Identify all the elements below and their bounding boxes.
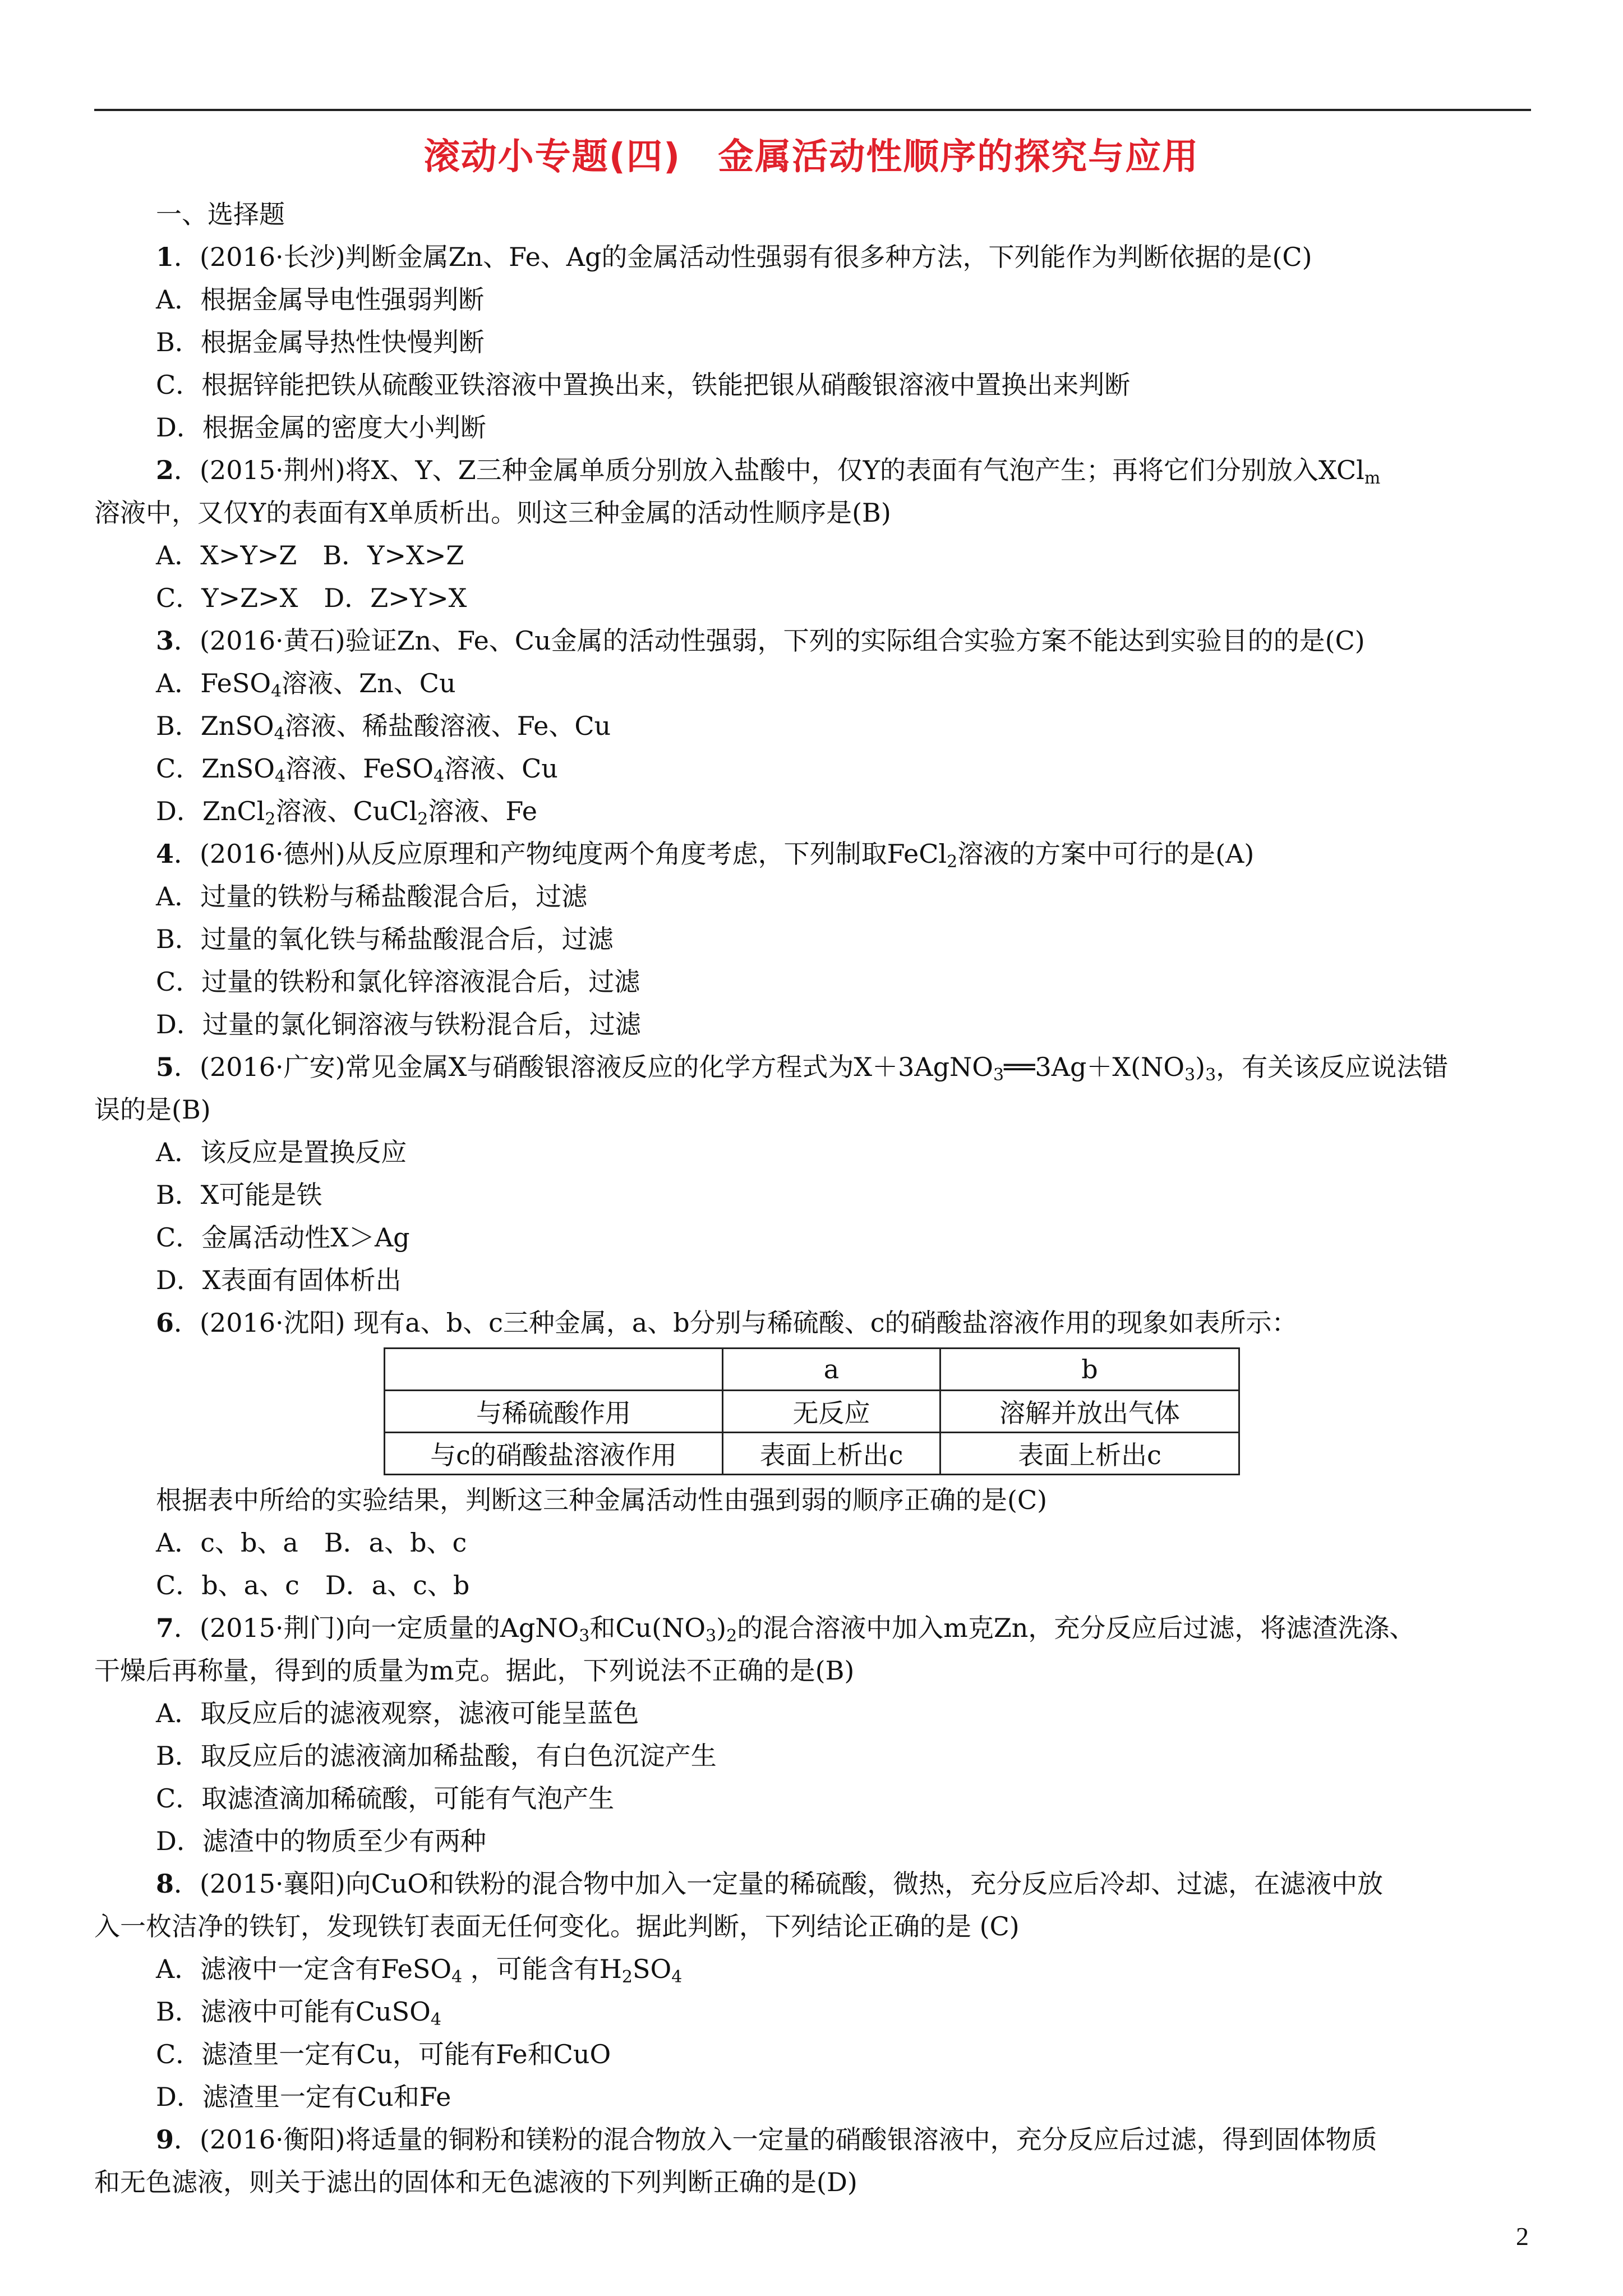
question-number: 6 <box>156 1308 174 1338</box>
question-number: 3 <box>156 625 174 656</box>
page-number: 2 <box>1516 2222 1529 2251</box>
question-number: 8 <box>156 1869 174 1899</box>
option-text: 溶液、Zn、Cu <box>282 668 456 698</box>
subscript: 4 <box>451 1967 463 1987</box>
subscript: 3 <box>1205 1065 1216 1085</box>
question-text: ) <box>716 1613 727 1643</box>
question-text: 的混合溶液中加入m克Zn，充分反应后过滤，将滤渣洗涤、 <box>737 1613 1415 1643</box>
table-header-row <box>385 1349 1239 1391</box>
table-header-cell <box>385 1349 723 1391</box>
question-4-option-d: D．过量的氯化铜溶液与铁粉混合后，过滤 <box>156 1009 641 1039</box>
question-2-stem-cont: 溶液中，又仅Y的表面有X单质析出。则这三种金属的活动性顺序是(B) <box>94 498 891 528</box>
table-cell: 表面上析出c <box>723 1433 940 1475</box>
document-body <box>94 193 1531 2203</box>
question-3-option-c <box>94 747 1531 790</box>
question-7-stem <box>94 1607 1531 1649</box>
question-5-option-d: D．X表面有固体析出 <box>156 1265 402 1295</box>
question-5-option-c: C．金属活动性X＞Ag <box>156 1222 410 1253</box>
question-text: 溶液的方案中可行的是(A) <box>957 839 1255 869</box>
option-text: SO <box>633 1954 672 1984</box>
section-heading: 一、选择题 <box>156 199 285 229</box>
subscript: m <box>1364 468 1381 488</box>
subscript: 4 <box>430 2010 441 2030</box>
question-5-stem <box>94 1046 1531 1088</box>
question-7-option-d: D．滤渣中的物质至少有两种 <box>156 1826 486 1856</box>
question-text: ．(2016·黄石)验证Zn、Fe、Cu金属的活动性强弱，下列的实际组合实验方案不能达到实验目的的是(C) <box>174 625 1365 656</box>
option-text: B．滤液中可能有CuSO <box>156 1996 431 2027</box>
question-5-option-b: B．X可能是铁 <box>156 1180 322 1210</box>
question-7-stem-cont: 干燥后再称量，得到的质量为m克。据此，下列说法不正确的是(B) <box>94 1655 855 1686</box>
question-8-option-b <box>94 1990 1531 2033</box>
question-3-option-a <box>94 662 1531 705</box>
question-number: 5 <box>156 1052 174 1082</box>
question-number: 4 <box>156 839 174 869</box>
subscript: 2 <box>947 852 958 872</box>
question-6-after-table: 根据表中所给的实验结果，判断这三种金属活动性由强到弱的顺序正确的是(C) <box>156 1485 1048 1515</box>
question-5-option-a: A．该反应是置换反应 <box>156 1137 407 1167</box>
question-1-option-a: A．根据金属导电性强弱判断 <box>156 284 485 315</box>
option-text: A．滤液中一定含有FeSO <box>156 1954 452 1984</box>
option-text: A．FeSO <box>156 668 271 698</box>
question-1-option-c: C．根据锌能把铁从硫酸亚铁溶液中置换出来，铁能把银从硝酸银溶液中置换出来判断 <box>156 370 1131 400</box>
table-cell: 表面上析出c <box>940 1433 1239 1475</box>
page-title: 滚动小专题(四) 金属活动性顺序的探究与应用 <box>423 136 1200 178</box>
question-text: ．(2016·沈阳) 现有a、b、c三种金属，a、b分别与稀硫酸、c的硝酸盐溶液作用的现象如表所示： <box>174 1308 1298 1338</box>
question-9-stem <box>94 2118 1531 2161</box>
question-9-stem-cont: 和无色滤液，则关于滤出的固体和无色滤液的下列判断正确的是(D) <box>94 2167 857 2197</box>
question-1-option-d: D．根据金属的密度大小判断 <box>156 412 486 443</box>
question-text: ．(2015·襄阳)向CuO和铁粉的混合物中加入一定量的稀硫酸，微热，充分反应后冷却、过滤，在滤液中放 <box>174 1869 1384 1899</box>
table-cell: 与稀硫酸作用 <box>385 1391 723 1433</box>
question-text: ) <box>1195 1052 1206 1082</box>
subscript: 3 <box>993 1065 1004 1085</box>
subscript: 3 <box>706 1626 717 1646</box>
question-text: ．(2016·德州)从反应原理和产物纯度两个角度考虑，下列制取FeCl <box>174 839 947 869</box>
observation-table <box>384 1347 1240 1475</box>
question-number: 1 <box>156 242 174 272</box>
header-rule <box>94 109 1531 111</box>
table-cell: 溶解并放出气体 <box>940 1391 1239 1433</box>
question-text: 和Cu(NO <box>589 1613 706 1643</box>
option-text: 溶液、CuCl <box>275 796 418 826</box>
table-header-cell: b <box>940 1349 1239 1391</box>
question-8-option-d: D．滤渣里一定有Cu和Fe <box>156 2082 451 2112</box>
option-text: D．ZnCl <box>156 796 265 826</box>
question-1-stem <box>94 236 1531 278</box>
option-text: 溶液、Cu <box>444 753 558 784</box>
question-7-option-c: C．取滤渣滴加稀硫酸，可能有气泡产生 <box>156 1783 615 1814</box>
subscript: 2 <box>621 1967 633 1987</box>
question-4-option-c: C．过量的铁粉和氯化锌溶液混合后，过滤 <box>156 967 640 997</box>
table-cell: 与c的硝酸盐溶液作用 <box>385 1433 723 1475</box>
question-6-options-cd: C．b、a、c D．a、c、b <box>156 1570 470 1600</box>
subscript: 4 <box>433 767 445 786</box>
question-4-stem <box>94 832 1531 875</box>
table-row <box>385 1391 1239 1433</box>
option-text: B．ZnSO <box>156 711 274 741</box>
question-5-stem-cont: 误的是(B) <box>94 1094 211 1125</box>
question-text: ．(2016·长沙)判断金属Zn、Fe、Ag的金属活动性强弱有很多种方法，下列能作为判断依据的是(C) <box>174 242 1312 272</box>
table-header-cell: a <box>723 1349 940 1391</box>
question-4-option-b: B．过量的氧化铁与稀盐酸混合后，过滤 <box>156 924 614 954</box>
subscript: 4 <box>671 1967 683 1987</box>
question-number: 7 <box>156 1613 174 1643</box>
subscript: 4 <box>274 724 285 744</box>
question-3-option-b <box>94 705 1531 747</box>
question-7-option-b: B．取反应后的滤液滴加稀盐酸，有白色沉淀产生 <box>156 1741 717 1771</box>
question-text: ══3Ag＋X(NO <box>1004 1052 1185 1082</box>
question-8-option-a <box>94 1948 1531 1990</box>
question-8-stem <box>94 1862 1531 1905</box>
subscript: 2 <box>417 809 428 829</box>
question-6-options-ab: A．c、b、a B．a、b、c <box>156 1527 467 1558</box>
question-1-option-b: B．根据金属导热性快慢判断 <box>156 327 485 357</box>
question-8-option-c: C．滤渣里一定有Cu，可能有Fe和CuO <box>156 2039 611 2069</box>
question-3-stem <box>94 619 1531 662</box>
option-text: C．ZnSO <box>156 753 275 784</box>
option-text: 溶液、稀盐酸溶液、Fe、Cu <box>284 711 611 741</box>
subscript: 4 <box>271 682 282 701</box>
option-text: 溶液、Fe <box>428 796 537 826</box>
question-6-stem <box>94 1301 1531 1344</box>
question-7-option-a: A．取反应后的滤液观察，滤液可能呈蓝色 <box>156 1698 639 1728</box>
question-2-stem <box>94 449 1531 491</box>
subscript: 2 <box>265 809 276 829</box>
question-2-options-ab: A．X>Y>Z B．Y>X>Z <box>156 540 464 570</box>
question-3-option-d <box>94 790 1531 832</box>
subscript: 4 <box>275 767 286 786</box>
question-text: ．(2016·广安)常见金属X与硝酸银溶液反应的化学方程式为X＋3AgNO <box>174 1052 993 1082</box>
question-8-stem-cont: 入一枚洁净的铁钉，发现铁钉表面无任何变化。据此判断，下列结论正确的是 (C) <box>94 1911 1020 1941</box>
table-row <box>385 1433 1239 1475</box>
question-2-options-cd: C．Y>Z>X D．Z>Y>X <box>156 583 467 613</box>
question-text: ．(2015·荆门)向一定质量的AgNO <box>174 1613 579 1643</box>
question-text: ，有关该反应说法错 <box>1216 1052 1449 1082</box>
subscript: 2 <box>726 1626 737 1646</box>
question-number: 2 <box>156 455 174 485</box>
table-cell: 无反应 <box>723 1391 940 1433</box>
subscript: 3 <box>1184 1065 1196 1085</box>
option-text: 溶液、FeSO <box>285 753 434 784</box>
question-number: 9 <box>156 2124 174 2155</box>
subscript: 3 <box>579 1626 590 1646</box>
question-4-option-a: A．过量的铁粉与稀盐酸混合后，过滤 <box>156 881 588 912</box>
question-text: ．(2015·荆州)将X、Y、Z三种金属单质分别放入盐酸中，仅Y的表面有气泡产生；再将它们分别放入XCl <box>174 455 1364 485</box>
option-text: ，可能含有H <box>462 1954 622 1984</box>
question-text: ．(2016·衡阳)将适量的铜粉和镁粉的混合物放入一定量的硝酸银溶液中，充分反应后过滤，得到固体物质 <box>174 2124 1377 2155</box>
